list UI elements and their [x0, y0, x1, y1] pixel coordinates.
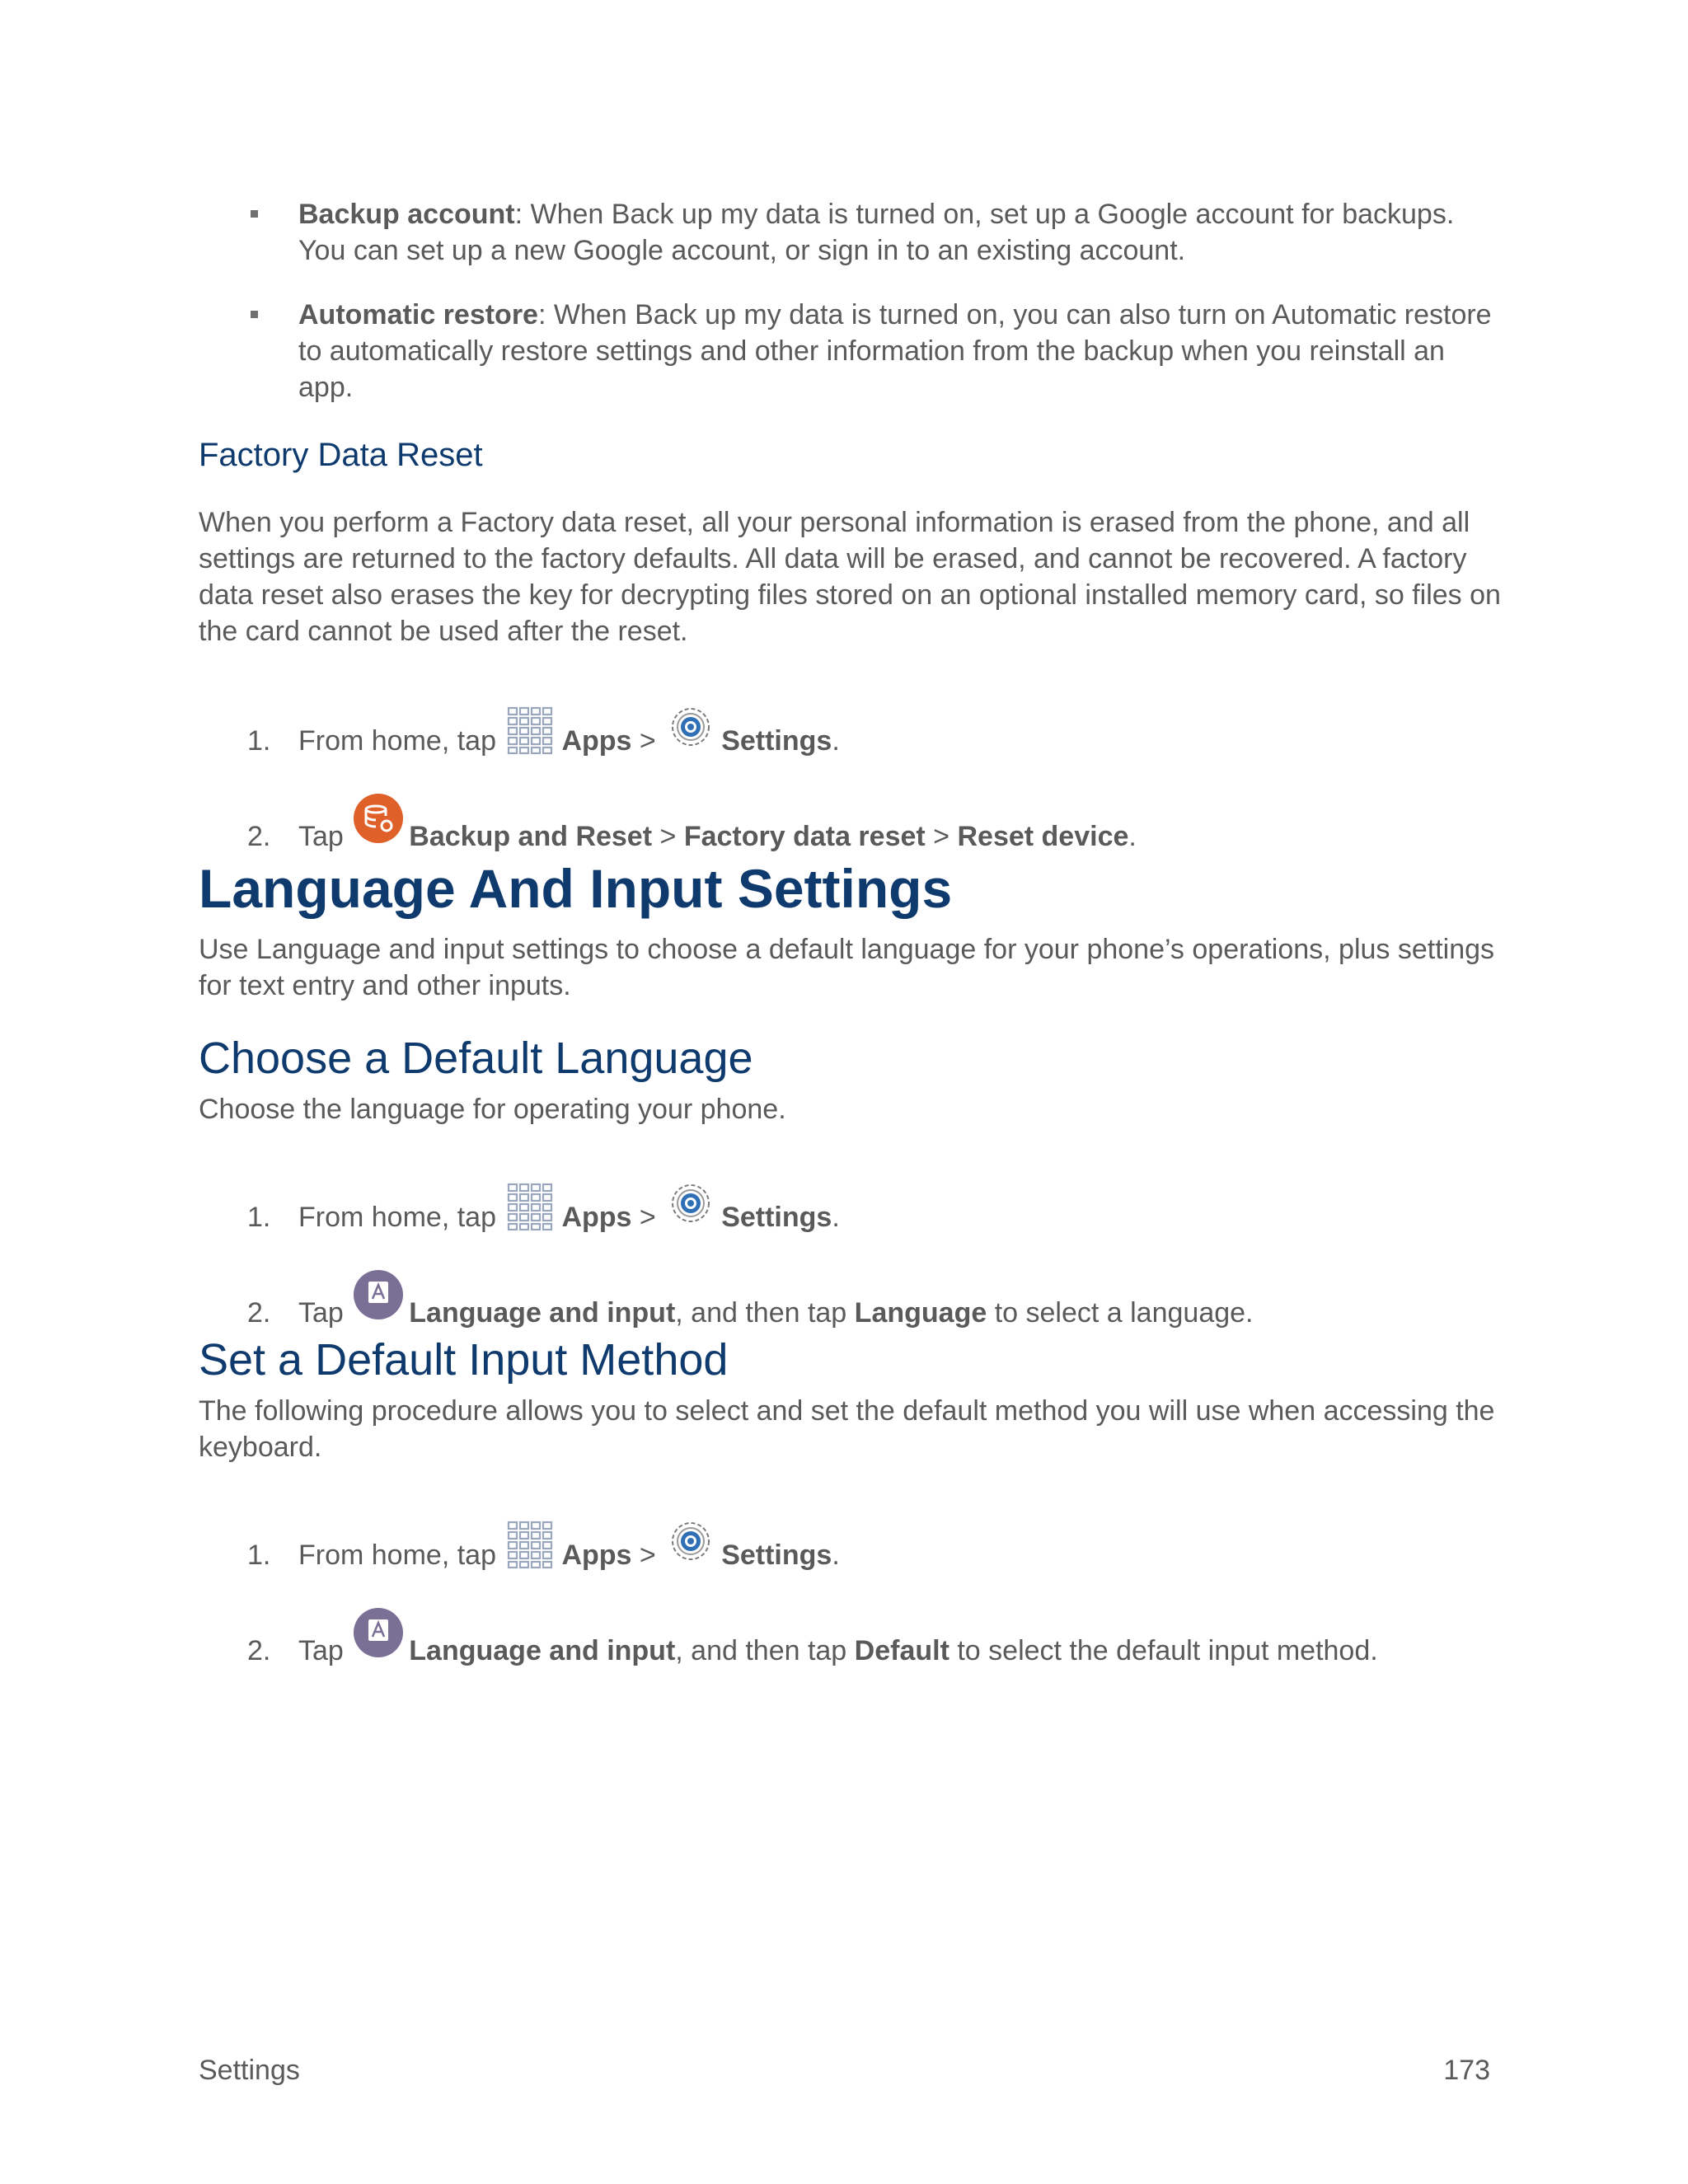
factory-data-reset-label: Factory data reset [683, 821, 926, 852]
settings-label: Settings [721, 1540, 832, 1571]
language-input-icon [353, 1269, 404, 1320]
step-lead: Tap [298, 1635, 344, 1666]
language-section-intro: Use Language and input settings to choose a default language for your phone’s operations, plus settings for text entry and other inputs. [199, 934, 1495, 1001]
bullet-automatic-restore [298, 297, 1493, 405]
separator: > [639, 725, 656, 757]
default-label: Default [854, 1635, 950, 1666]
reset-device-label: Reset device [957, 821, 1129, 852]
input-step-2 [247, 1607, 1484, 1669]
bullet-text: : When Back up my data is turned on, set up a Google account for backups. You can set up a new Google account, or sign in to an existing account. [298, 199, 1455, 266]
settings-label: Settings [721, 1202, 832, 1233]
separator: > [639, 1540, 656, 1571]
step-end: . [832, 725, 840, 757]
step-end: to select a language. [994, 1297, 1254, 1329]
bullet-square-icon [251, 311, 258, 318]
factory-reset-heading: Factory Data Reset [199, 437, 483, 473]
step-end: to select the default input method. [957, 1635, 1378, 1666]
bullet-square-icon [251, 210, 258, 218]
language-and-input-label: Language and input [409, 1297, 676, 1329]
step-lead: From home, tap [298, 1202, 496, 1233]
factory-reset-intro: When you perform a Factory data reset, all your personal information is erased from the phone, and all settings are returned to the factory defaults. All data will be erased, and cannot be recovered. A factory data reset also erases the key for decrypting files stored on an optional installed memory card, so files on the card cannot be used after the reset. [199, 507, 1501, 647]
step-end: . [832, 1540, 840, 1571]
separator: > [933, 821, 950, 852]
apps-label: Apps [561, 1540, 632, 1571]
step-number: 2. [247, 821, 271, 852]
default-input-heading: Set a Default Input Method [199, 1335, 729, 1385]
bullet-term: Backup account [298, 199, 515, 230]
footer-section-name: Settings [199, 2055, 300, 2086]
language-step-2 [247, 1269, 1484, 1331]
input-step-1 [247, 1518, 1484, 1573]
bullet-backup-account [298, 196, 1493, 269]
settings-gear-icon [665, 1180, 716, 1231]
step-number: 1. [247, 1202, 271, 1233]
step-number: 1. [247, 1540, 271, 1571]
footer-page-number: 173 [1443, 2055, 1490, 2086]
language-step-1 [247, 1180, 1484, 1235]
step-mid: , and then tap [675, 1635, 847, 1666]
step-end: . [1128, 821, 1137, 852]
step-lead: From home, tap [298, 1540, 496, 1571]
step-number: 2. [247, 1297, 271, 1329]
backup-reset-label: Backup and Reset [409, 821, 653, 852]
step-lead: From home, tap [298, 725, 496, 757]
bullet-term: Automatic restore [298, 299, 538, 330]
settings-label: Settings [721, 725, 832, 757]
default-language-heading: Choose a Default Language [199, 1033, 753, 1083]
step-end: . [832, 1202, 840, 1233]
apps-grid-icon [505, 1520, 556, 1571]
default-input-intro: The following procedure allows you to select and set the default method you will use when accessing the keyboard. [199, 1395, 1495, 1463]
language-and-input-label: Language and input [409, 1635, 676, 1666]
apps-label: Apps [561, 725, 632, 757]
settings-gear-icon [665, 1518, 716, 1569]
apps-grid-icon [505, 1182, 556, 1233]
step-mid: , and then tap [675, 1297, 847, 1329]
apps-grid-icon [505, 705, 556, 757]
separator: > [639, 1202, 656, 1233]
step-number: 1. [247, 725, 271, 757]
bullet-text: : When Back up my data is turned on, you can also turn on Automatic restore to automatically restore settings and other information from the backup when you reinstall an app. [298, 299, 1492, 403]
default-language-intro: Choose the language for operating your phone. [199, 1094, 786, 1125]
apps-label: Apps [561, 1202, 632, 1233]
language-input-icon [353, 1607, 404, 1658]
language-section-title: Language And Input Settings [199, 858, 953, 919]
step-number: 2. [247, 1635, 271, 1666]
settings-gear-icon [665, 704, 716, 755]
backup-reset-icon [353, 793, 404, 844]
factory-step-1 [247, 704, 1484, 759]
language-label: Language [854, 1297, 987, 1329]
step-lead: Tap [298, 1297, 344, 1329]
factory-step-2 [247, 793, 1484, 855]
separator: > [659, 821, 677, 852]
step-lead: Tap [298, 821, 344, 852]
